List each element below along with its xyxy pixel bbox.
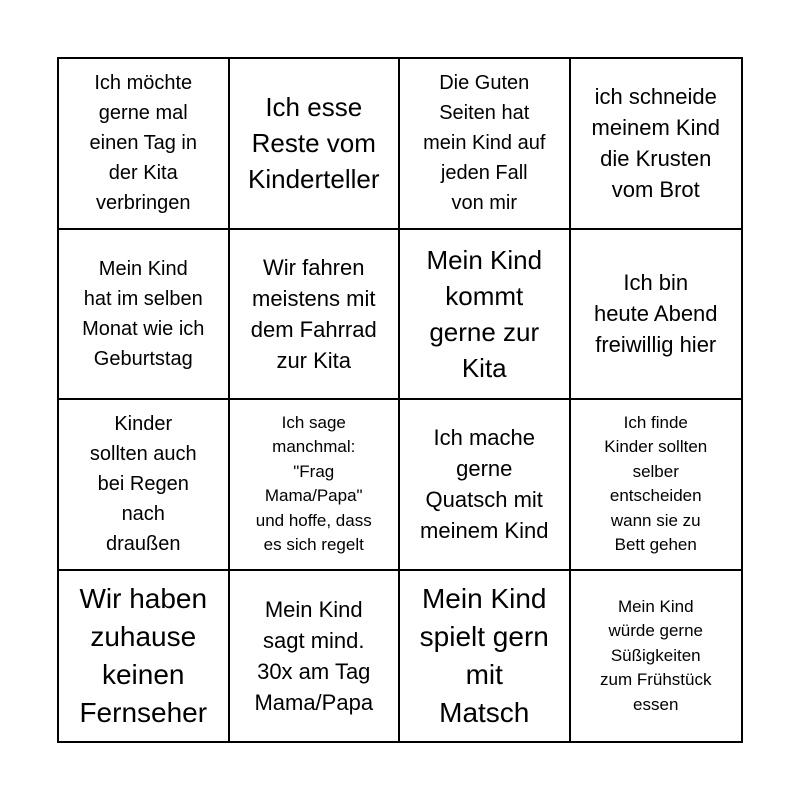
bingo-cell[interactable] <box>59 59 230 230</box>
bingo-cell-text: Ich möchte gerne mal einen Tag in der Kita verbringen <box>89 72 197 215</box>
bingo-cell-text: Wir haben zuhause keinen Fernseher <box>79 582 208 728</box>
bingo-cell-text: Die Guten Seiten hat mein Kind auf jeden Fall von mir <box>423 72 546 215</box>
bingo-cell[interactable] <box>59 571 230 742</box>
bingo-cell[interactable] <box>59 230 230 401</box>
bingo-cell[interactable] <box>400 59 571 230</box>
bingo-cell-text: Ich bin heute Abend freiwillig hier <box>593 270 718 358</box>
bingo-cell[interactable] <box>400 571 571 742</box>
bingo-cell-text: Mein Kind würde gerne Süßigkeiten zum Frühstück essen <box>600 596 712 714</box>
bingo-cell-text: Ich mache gerne Quatsch mit meinem Kind <box>420 425 549 544</box>
bingo-cell-text: Wir fahren meistens mit dem Fahrrad zur Kita <box>250 254 377 373</box>
bingo-cell-text: ich schneide meinem Kind die Krusten vom Brot <box>591 84 720 203</box>
bingo-cell-text: Mein Kind kommt gerne zur Kita <box>426 244 543 383</box>
bingo-cell[interactable] <box>230 571 401 742</box>
bingo-cell-text: Kinder sollten auch bei Regen nach draußen <box>89 413 197 556</box>
bingo-cell-text: Ich sage manchmal: "Frag Mama/Papa" und hoffe, dass es sich regelt <box>255 412 372 555</box>
bingo-cell[interactable] <box>400 400 571 571</box>
bingo-card <box>57 57 743 743</box>
bingo-cell[interactable] <box>571 571 742 742</box>
bingo-cell-text: Mein Kind spielt gern mit Matsch <box>419 582 549 728</box>
bingo-cell-text: Ich finde Kinder sollten selber entscheiden wann sie zu Bett gehen <box>604 412 708 555</box>
bingo-cell-text: Mein Kind sagt mind. 30x am Tag Mama/Papa <box>254 596 374 715</box>
bingo-cell-text: Ich esse Reste vom Kinderteller <box>247 92 380 195</box>
bingo-cell[interactable] <box>59 400 230 571</box>
bingo-cell[interactable] <box>230 400 401 571</box>
bingo-cell-text: Mein Kind hat im selben Monat wie ich Geburtstag <box>82 257 205 370</box>
bingo-cell[interactable] <box>571 230 742 401</box>
bingo-cell[interactable] <box>230 230 401 401</box>
bingo-cell[interactable] <box>230 59 401 230</box>
bingo-cell[interactable] <box>400 230 571 401</box>
bingo-cell[interactable] <box>571 400 742 571</box>
bingo-cell[interactable] <box>571 59 742 230</box>
